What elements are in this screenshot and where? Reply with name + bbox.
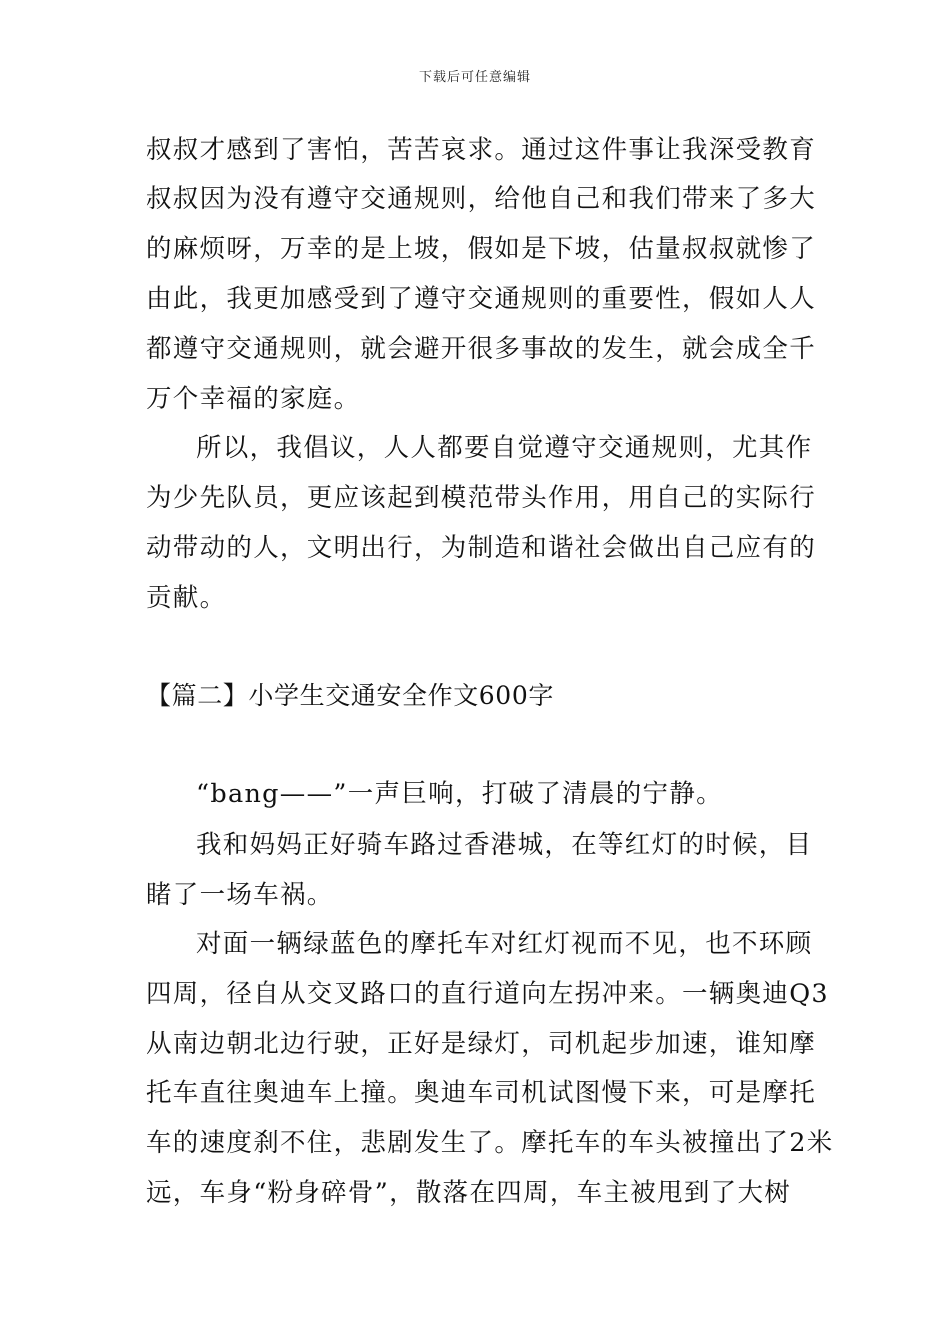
paragraph-line: 睹了一场车祸。 bbox=[146, 880, 334, 910]
paragraph-line: 车的速度刹不住，悲剧发生了。摩托车的车头被撞出了2米 bbox=[146, 1128, 834, 1158]
paragraph-line: 叔叔因为没有遵守交通规则，给他自己和我们带来了多大 bbox=[146, 184, 817, 214]
paragraph-line: 四周，径自从交叉路口的直行道向左拐冲来。一辆奥迪Q3 bbox=[146, 979, 829, 1009]
section-title: 【篇二】小学生交通安全作文600字 bbox=[146, 681, 554, 710]
paragraph-line: 我和妈妈正好骑车路过香港城，在等红灯的时候，目 bbox=[196, 830, 813, 860]
paragraph-line: 叔叔才感到了害怕，苦苦哀求。通过这件事让我深受教育 bbox=[146, 135, 817, 165]
paragraph-line: 贡献。 bbox=[146, 583, 227, 613]
paragraph-line: 对面一辆绿蓝色的摩托车对红灯视而不见，也不环顾 bbox=[196, 929, 813, 959]
paragraph-line: 动带动的人，文明出行，为制造和谐社会做出自己应有的 bbox=[146, 533, 817, 563]
paragraph-line: 托车直往奥迪车上撞。奥迪车司机试图慢下来，可是摩托 bbox=[146, 1078, 817, 1108]
page-header-note: 下载后可任意编辑 bbox=[418, 70, 531, 85]
paragraph-line: 为少先队员，更应该起到模范带头作用，用自己的实际行 bbox=[146, 483, 817, 513]
paragraph-line: 的麻烦呀，万幸的是上坡，假如是下坡，估量叔叔就惨了 bbox=[146, 234, 817, 264]
paragraph-line: 都遵守交通规则，就会避开很多事故的发生，就会成全千 bbox=[146, 334, 817, 364]
paragraph-line: 远，车身“粉身碎骨”，散落在四周，车主被甩到了大树 bbox=[146, 1178, 792, 1208]
paragraph-line: “bang——”一声巨响，打破了清晨的宁静。 bbox=[196, 779, 723, 809]
paragraph-line: 由此，我更加感受到了遵守交通规则的重要性，假如人人 bbox=[146, 284, 817, 314]
paragraph-line: 从南边朝北边行驶，正好是绿灯，司机起步加速，谁知摩 bbox=[146, 1029, 817, 1059]
paragraph-line: 所以，我倡议，人人都要自觉遵守交通规则，尤其作 bbox=[196, 433, 813, 463]
paragraph-line: 万个幸福的家庭。 bbox=[146, 384, 361, 414]
